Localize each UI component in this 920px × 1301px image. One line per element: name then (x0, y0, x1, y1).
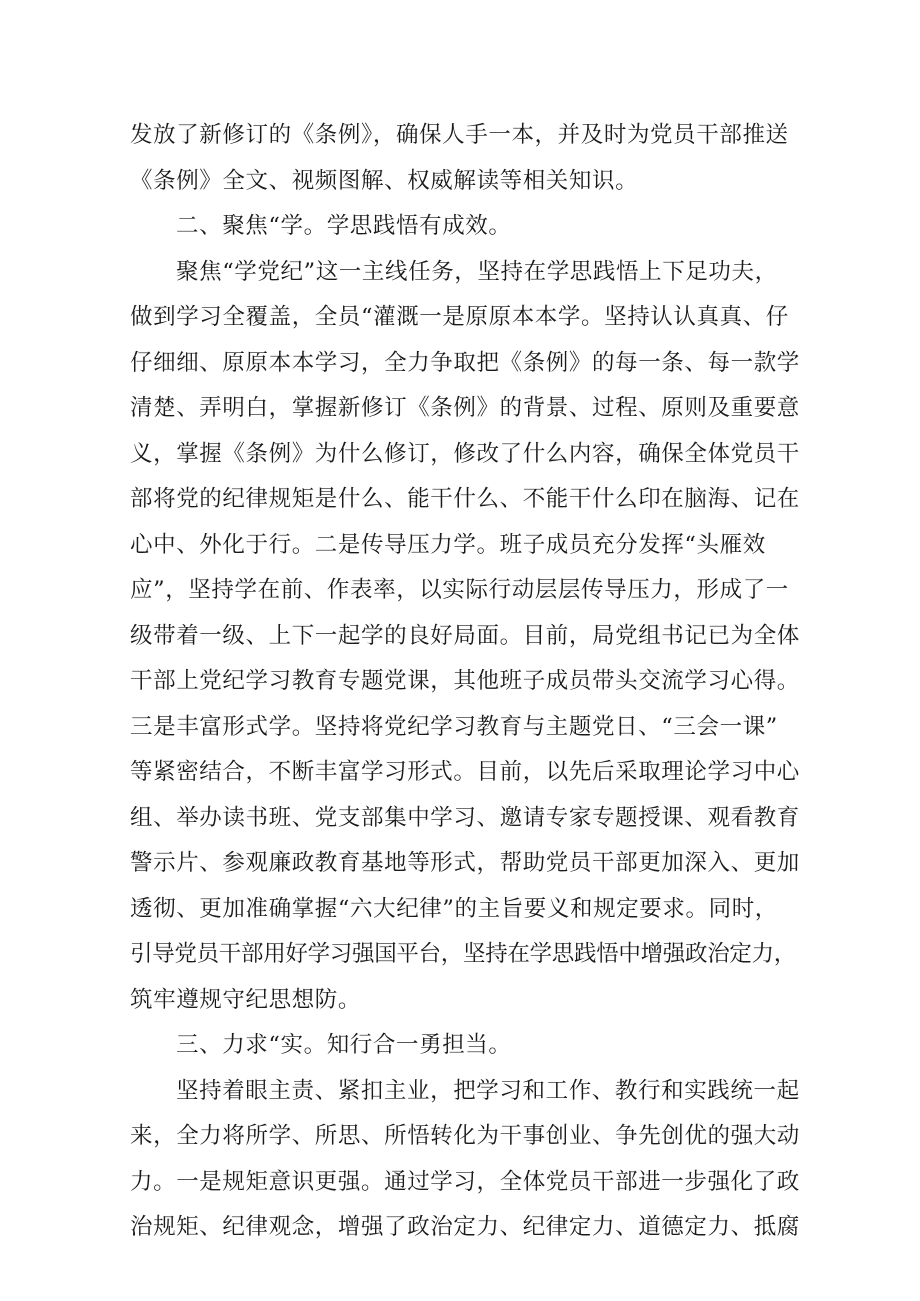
text-line: 等紧密结合，不断丰富学习形式。目前，以先后采取理论学习中心 (130, 759, 800, 785)
text-line: 警示片、参观廉政教育基地等形式，帮助党员干部更加深入、更加 (130, 850, 800, 876)
text-line: 三是丰富形式学。坚持将党纪学习教育与主题党日、“三会一课” (130, 713, 778, 740)
text-line: 做到学习全覆盖，全员“灌溉一是原原本本学。坚持认认真真、仔 (130, 304, 789, 330)
text-line: 发放了新修订的《条例》，确保人手一本，并及时为党员干部推送 (130, 122, 789, 148)
text-line: 清楚、弄明白，掌握新修订《条例》的背景、过程、原则及重要意 (130, 395, 800, 421)
text-line: 治规矩、纪律观念，增强了政治定力、纪律定力、道德定力、抵腐 (130, 1214, 800, 1240)
text-line: 聚焦“学党纪”这一主线任务，坚持在学思践悟上下足功夫， (176, 258, 778, 285)
text-line: 级带着一级、上下一起学的良好局面。目前，局党组书记已为全体 (130, 622, 800, 649)
text-line: 透彻、更加准确掌握“六大纪律”的主旨要义和规定要求。同时， (130, 895, 778, 922)
document-body (130, 113, 802, 1251)
text-line: 仔细细、原原本本学习，全力争取把《条例》的每一条、每一款学 (130, 349, 800, 376)
text-line: 义，掌握《条例》为什么修订，修改了什么内容，确保全体党员干 (130, 440, 800, 467)
text-line: 坚持着眼主责、紧扣主业，把学习和工作、教行和实践统一起 (176, 1077, 800, 1104)
text-line: 心中、外化于行。二是传导压力学。班子成员充分发挥“头雁效 (130, 531, 766, 558)
text-line: 引导党员干部用好学习强国平台，坚持在学思践悟中增强政治定力， (130, 941, 797, 967)
text-line: 应”，坚持学在前、作表率，以实际行动层层传导压力，形成了一 (130, 577, 789, 603)
text-line: 筑牢遵规守纪思想防。 (130, 986, 362, 1013)
text-line: 部将党的纪律规矩是什么、能干什么、不能干什么印在脑海、记在 (130, 486, 800, 512)
text-line: 组、举办读书班、党支部集中学习、邀请专家专题授课、观看教育 (130, 804, 800, 831)
text-line: 二、聚焦“学。学思践悟有成效。 (176, 213, 512, 239)
text-line: 力。一是规矩意识更强。通过学习，全体党员干部进一步强化了政 (130, 1168, 800, 1195)
text-line: 来，全力将所学、所思、所悟转化为干事创业、争先创优的强大动 (130, 1123, 800, 1149)
text-line: 《条例》全文、视频图解、权威解读等相关知识。 (130, 167, 639, 194)
text-line: 干部上党纪学习教育专题党课，其他班子成员带头交流学习心得。 (130, 668, 800, 694)
text-line: 三、力求“实。知行合一勇担当。 (176, 1032, 512, 1058)
